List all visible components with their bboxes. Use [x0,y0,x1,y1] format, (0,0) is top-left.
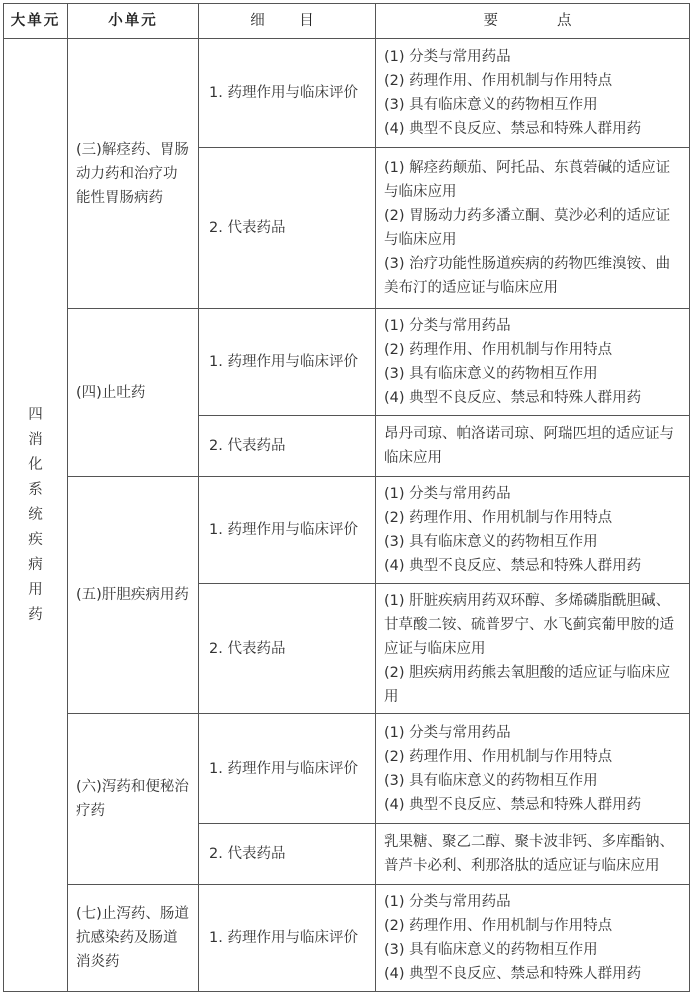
point-line: (3) 具有临床意义的药物相互作用 [384,772,598,789]
table-row [4,39,690,148]
detail-cell: 2. 代表药品 [199,824,376,885]
point-line: (2) 胆疾病用药熊去氧胆酸的适应证与临床应用 [384,664,671,705]
points-cell [376,309,690,416]
point-line: (3) 具有临床意义的药物相互作用 [384,534,598,550]
point-line: (2) 药理作用、作用机制与作用特点 [384,510,613,526]
point-line: (2) 药理作用、作用机制与作用特点 [384,342,613,358]
point-line: (1) 肝脏疾病用药双环醇、多烯磷脂酰胆碱、甘草酸二铵、硫普罗宁、水飞蓟宾葡甲胺的适应证与临床应用 [384,592,674,657]
header-key-points: 要 点 [376,4,690,39]
points-cell [376,416,690,477]
point-line: (1) 分类与常用药品 [384,318,511,334]
points-cell [376,714,690,824]
points-cell [376,148,690,309]
point-line: (1) 分类与常用药品 [384,486,511,502]
point-line: (2) 药理作用、作用机制与作用特点 [384,73,613,89]
point-line: (3) 具有临床意义的药物相互作用 [384,366,598,382]
detail-cell: 1. 药理作用与临床评价 [199,714,376,824]
points-cell [376,477,690,584]
point-line: (4) 典型不良反应、禁忌和特殊人群用药 [384,966,642,982]
small-unit-cell: (四)止吐药 [68,309,199,477]
detail-cell: 1. 药理作用与临床评价 [199,477,376,584]
point-line: (4) 典型不良反应、禁忌和特殊人群用药 [384,558,642,574]
header-small-unit: 小单元 [68,4,199,39]
small-unit-cell: (三)解痉药、胃肠动力药和治疗功能性胃肠病药 [68,39,199,309]
small-unit-cell: (六)泻药和便秘治疗药 [68,714,199,885]
point-line: (3) 具有临床意义的药物相互作用 [384,942,598,958]
big-unit-cell [4,39,68,992]
point-line: (1) 分类与常用药品 [384,724,511,741]
point-line: (4) 典型不良反应、禁忌和特殊人群用药 [384,390,642,406]
points-cell [376,39,690,148]
syllabus-table [3,3,690,992]
header-big-unit: 大单元 [4,4,68,39]
detail-cell: 2. 代表药品 [199,148,376,309]
point-line: (2) 胃肠动力药多潘立酮、莫沙必利的适应证与临床应用 [384,208,671,248]
detail-cell: 1. 药理作用与临床评价 [199,39,376,148]
points-cell [376,885,690,992]
detail-cell: 2. 代表药品 [199,584,376,714]
point-line: (4) 典型不良反应、禁忌和特殊人群用药 [384,121,642,137]
detail-cell: 1. 药理作用与临床评价 [199,885,376,992]
points-cell [376,584,690,714]
table-row [4,309,690,416]
point-line: (1) 解痉药颠茄、阿托品、东莨菪碱的适应证与临床应用 [384,160,671,200]
table-row [4,885,690,992]
point-line: (4) 典型不良反应、禁忌和特殊人群用药 [384,796,642,813]
points-cell [376,824,690,885]
point-line: 昂丹司琼、帕洛诺司琼、阿瑞匹坦的适应证与临床应用 [384,426,674,466]
table-row [4,714,690,824]
table-row [4,477,690,584]
detail-cell: 2. 代表药品 [199,416,376,477]
big-unit-label: 四 消化系统疾病用药 [28,406,43,623]
detail-cell: 1. 药理作用与临床评价 [199,309,376,416]
point-line: (3) 治疗功能性肠道疾病的药物匹维溴铵、曲美布汀的适应证与临床应用 [384,256,671,296]
point-line: (1) 分类与常用药品 [384,894,511,910]
point-line: (3) 具有临床意义的药物相互作用 [384,97,598,113]
point-line: (1) 分类与常用药品 [384,49,511,65]
small-unit-cell: (七)止泻药、肠道抗感染药及肠道消炎药 [68,885,199,992]
point-line: (2) 药理作用、作用机制与作用特点 [384,918,613,934]
point-line: 乳果糖、聚乙二醇、聚卡波非钙、多库酯钠、普芦卡必利、利那洛肽的适应证与临床应用 [384,834,674,874]
header-row [4,4,690,39]
header-detail: 细 目 [199,4,376,39]
point-line: (2) 药理作用、作用机制与作用特点 [384,748,613,765]
small-unit-cell: (五)肝胆疾病用药 [68,477,199,714]
